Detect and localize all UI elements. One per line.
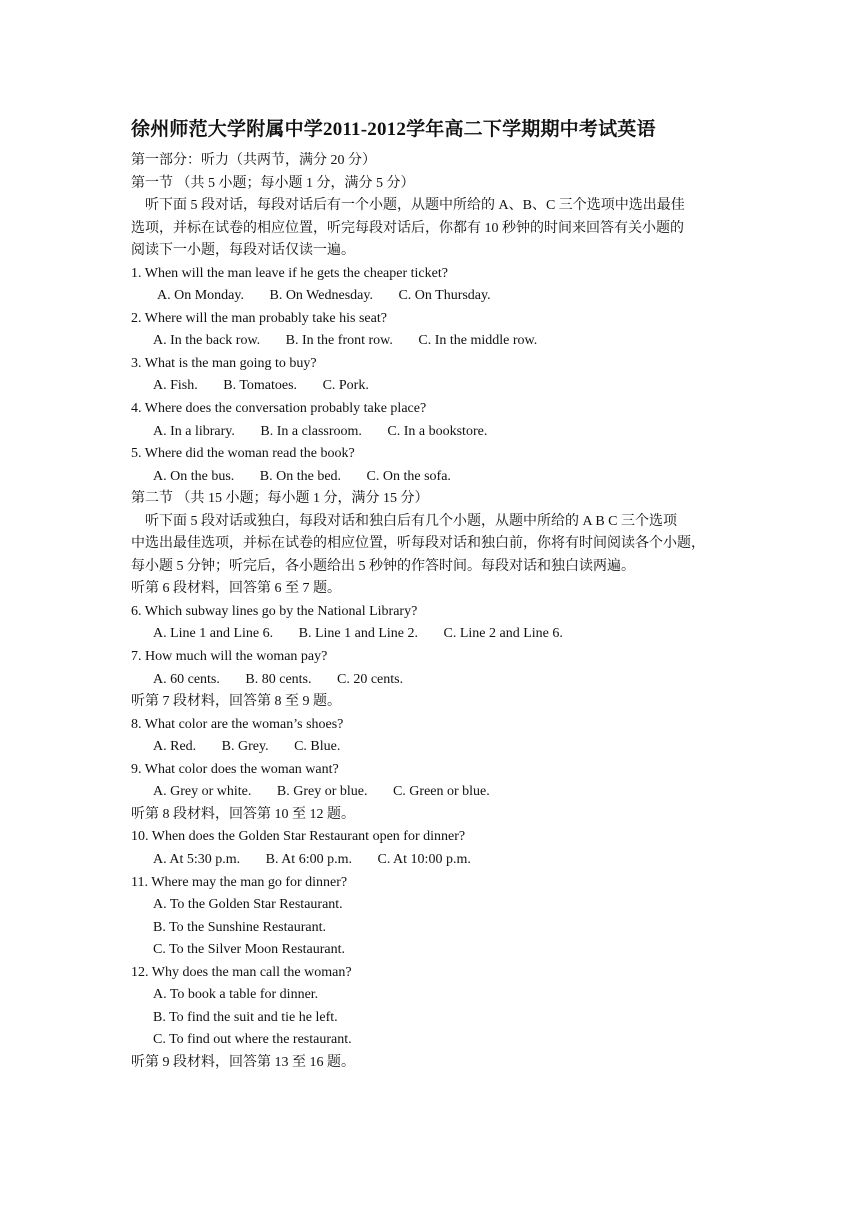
- option: C. Blue.: [294, 739, 341, 755]
- option: B. In the front row.: [285, 333, 393, 349]
- option: B. Grey or blue.: [276, 784, 368, 800]
- question-stem: 3. What is the man going to buy?: [131, 355, 317, 371]
- option: A. Red.: [153, 739, 197, 755]
- material-note: 听第 6 段材料，回答第 6 至 7 题。: [131, 581, 341, 597]
- option: A. On Monday.: [157, 288, 244, 304]
- option: B. On the bed.: [259, 468, 342, 484]
- question-stem: 5. Where did the woman read the book?: [131, 446, 355, 462]
- option: A. 60 cents.: [153, 671, 220, 687]
- section2-instruction-line: 每小题 5 分钟；听完后，各小题给出 5 秒钟的作答时间。每段对话和独白读两遍。: [131, 558, 635, 574]
- exam-title: 徐州师范大学附属中学2011-2012学年高二下学期期中考试英语: [131, 119, 656, 140]
- question-options: [131, 623, 731, 646]
- option: C. Green or blue.: [392, 784, 490, 800]
- option: C. In a bookstore.: [387, 423, 488, 439]
- section2-heading: 第二节 （共 15 小题；每小题 1 分，满分 15 分）: [131, 491, 429, 507]
- material-note: 听第 8 段材料，回答第 10 至 12 题。: [131, 806, 355, 822]
- section1-instruction-line: 选项，并标在试卷的相应位置，听完每段对话后，你都有 10 秒钟的时间来回答有关小题的: [131, 220, 684, 236]
- option: A. Line 1 and Line 6.: [153, 626, 274, 642]
- question-options: [131, 375, 731, 398]
- question-options: [131, 330, 731, 353]
- option: A. In a library.: [153, 423, 235, 439]
- option: B. At 6:00 p.m.: [265, 851, 352, 867]
- question-stem: 12. Why does the man call the woman?: [131, 964, 352, 980]
- option: A. In the back row.: [153, 333, 261, 349]
- question-options: [131, 421, 731, 444]
- section1-heading: 第一节 （共 5 小题；每小题 1 分，满分 5 分）: [131, 175, 415, 191]
- question-stem: 8. What color are the woman’s shoes?: [131, 716, 344, 732]
- option: A. To the Golden Star Restaurant.: [153, 897, 343, 913]
- section1-instruction-line: 阅读下一小题，每段对话仅读一遍。: [131, 243, 355, 259]
- option: B. To the Sunshine Restaurant.: [153, 919, 326, 935]
- question-options: [131, 466, 731, 489]
- option: C. To the Silver Moon Restaurant.: [153, 942, 346, 958]
- option: A. At 5:30 p.m.: [153, 851, 241, 867]
- option: C. 20 cents.: [337, 671, 404, 687]
- option: A. Grey or white.: [153, 784, 252, 800]
- option: B. In a classroom.: [260, 423, 362, 439]
- question-stem: 4. Where does the conversation probably take place?: [131, 401, 427, 417]
- question-options: [131, 849, 731, 872]
- question-options: [131, 285, 731, 308]
- question-options: [131, 669, 731, 692]
- option: A. Fish.: [153, 378, 198, 394]
- option: C. To find out where the restaurant.: [153, 1032, 352, 1048]
- question-stem: 9. What color does the woman want?: [131, 761, 339, 777]
- question-stem: 6. Which subway lines go by the National Library?: [131, 603, 418, 619]
- option: B. Tomatoes.: [223, 378, 298, 394]
- option: A. On the bus.: [153, 468, 235, 484]
- option: C. Line 2 and Line 6.: [443, 626, 563, 642]
- part1-heading: 第一部分：听力（共两节，满分 20 分）: [131, 153, 376, 168]
- option: B. To find the suit and tie he left.: [153, 1009, 338, 1025]
- question-options: [131, 781, 731, 804]
- question-stem: 10. When does the Golden Star Restaurant open for dinner?: [131, 829, 466, 845]
- exam-content: [131, 150, 731, 1074]
- section2-instruction-line: 中选出最佳选项，并标在试卷的相应位置，听每段对话和独白前，你将有时间阅读各个小题，: [131, 536, 705, 552]
- section1-instruction-line: 听下面 5 段对话，每段对话后有一个小题，从题中所给的 A、B、C 三个选项中选出最佳: [145, 198, 685, 214]
- option: C. At 10:00 p.m.: [377, 851, 471, 867]
- option: B. Grey.: [221, 739, 269, 755]
- question-stem: 2. Where will the man probably take his seat?: [131, 310, 387, 326]
- question-stem: 7. How much will the woman pay?: [131, 649, 328, 665]
- question-stem: 1. When will the man leave if he gets the cheaper ticket?: [131, 265, 448, 281]
- option: C. Pork.: [322, 378, 369, 394]
- option: C. On the sofa.: [366, 468, 451, 484]
- option: B. On Wednesday.: [269, 288, 373, 304]
- section2-instruction-line: 听下面 5 段对话或独白，每段对话和独白后有几个小题，从题中所给的 A B C 三个选项: [145, 513, 678, 529]
- option: B. 80 cents.: [245, 671, 312, 687]
- option: C. On Thursday.: [398, 288, 491, 304]
- question-options: [131, 736, 731, 759]
- question-stem: 11. Where may the man go for dinner?: [131, 874, 348, 890]
- option: A. To book a table for dinner.: [153, 987, 319, 1003]
- material-note: 听第 7 段材料，回答第 8 至 9 题。: [131, 694, 341, 710]
- option: B. Line 1 and Line 2.: [298, 626, 419, 642]
- material-note: 听第 9 段材料，回答第 13 至 16 题。: [131, 1054, 355, 1070]
- option: C. In the middle row.: [418, 333, 538, 349]
